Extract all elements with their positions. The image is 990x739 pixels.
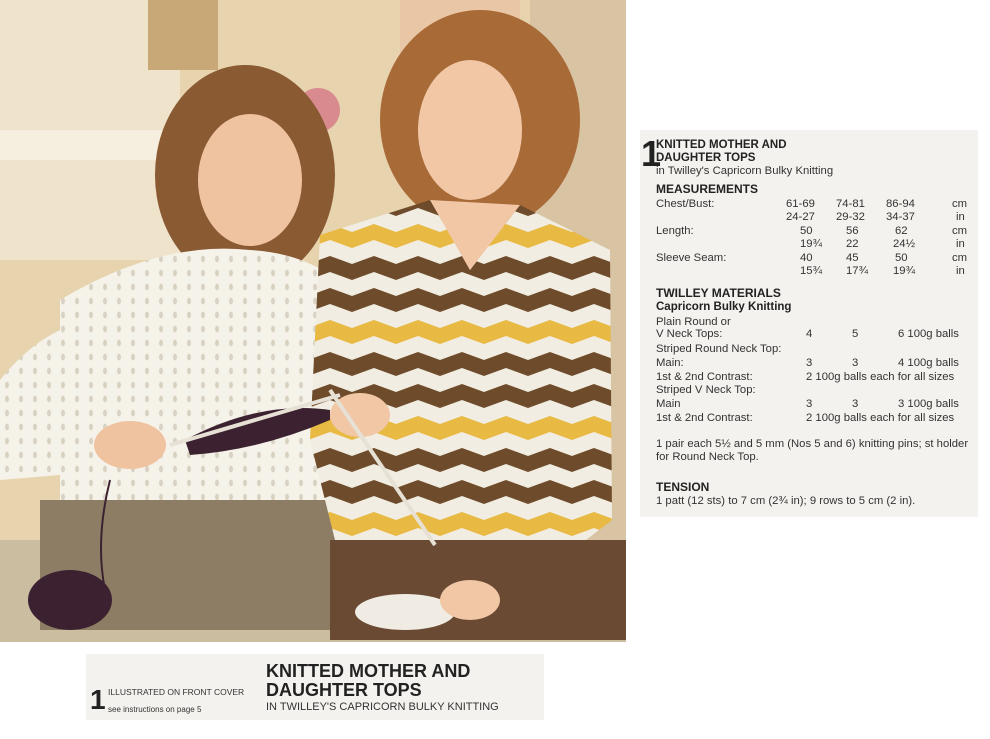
size-3-value: 6 100g balls <box>898 328 959 340</box>
tension-heading: TENSION <box>656 480 710 494</box>
size-1-value: 61-69 <box>786 198 815 210</box>
size-2-value: 5 <box>852 328 859 340</box>
materials-label: Striped Round Neck Top: <box>656 343 782 355</box>
pattern-title-line2: DAUGHTER TOPS <box>656 151 756 164</box>
size-2-value: 45 <box>846 252 859 264</box>
materials-label: Plain Round or <box>656 316 731 328</box>
materials-value: 2 100g balls each for all sizes <box>806 371 955 383</box>
materials-row <box>656 384 968 397</box>
size-1-value: 24-27 <box>786 211 815 223</box>
pattern-panel <box>640 130 978 517</box>
size-3-value: 62 <box>895 225 908 237</box>
materials-label: Main <box>656 398 681 410</box>
materials-heading: TWILLEY MATERIALS <box>656 286 781 300</box>
size-1-value: 3 <box>806 357 813 369</box>
materials-label: Main: <box>656 357 684 369</box>
unit: cm <box>952 225 968 237</box>
measurement-label: Chest/Bust: <box>656 198 715 210</box>
unit: in <box>956 211 965 223</box>
materials-row <box>656 398 968 411</box>
size-1-value: 4 <box>806 328 813 340</box>
measurement-row <box>656 265 968 278</box>
caption-heading-line1: KNITTED MOTHER AND <box>266 661 471 681</box>
tension-text: 1 patt (12 sts) to 7 cm (2¾ in); 9 rows to 5 cm (2 in). <box>656 495 916 507</box>
size-1-value: 50 <box>800 225 813 237</box>
materials-row <box>656 328 968 341</box>
size-2-value: 74-81 <box>836 198 865 210</box>
measurement-label: Sleeve Seam: <box>656 252 727 264</box>
size-2-value: 3 <box>852 357 859 369</box>
measurement-row <box>656 211 968 224</box>
measurements-heading: MEASUREMENTS <box>656 182 759 196</box>
size-3-value: 50 <box>895 252 908 264</box>
size-2-value: 17¾ <box>846 265 868 277</box>
materials-label: 1st & 2nd Contrast: <box>656 412 753 424</box>
pattern-number: 1 <box>641 133 662 174</box>
caption-subheading: IN TWILLEY'S CAPRICORN BULKY KNITTING <box>266 701 499 713</box>
size-1-value: 19¾ <box>800 238 822 250</box>
materials-value: 2 100g balls each for all sizes <box>806 412 955 424</box>
materials-label: 1st & 2nd Contrast: <box>656 371 753 383</box>
materials-label: V Neck Tops: <box>656 328 723 340</box>
measurement-row <box>656 225 968 238</box>
measurement-row <box>656 252 968 265</box>
size-3-value: 24½ <box>893 238 915 250</box>
materials-yarn: Capricorn Bulky Knitting <box>656 301 792 313</box>
measurement-row <box>656 238 968 251</box>
size-2-value: 29-32 <box>836 211 865 223</box>
size-3-value: 19¾ <box>893 265 915 277</box>
caption-heading-line2: DAUGHTER TOPS <box>266 679 422 700</box>
needles-text: 1 pair each 5½ and 5 mm (Nos 5 and 6) knitting pins; st holder for Round Neck Top. <box>656 438 969 464</box>
materials-label: Striped V Neck Top: <box>656 384 756 396</box>
measurement-row <box>656 198 968 211</box>
illustrated-note: ILLUSTRATED ON FRONT COVER <box>108 687 245 697</box>
size-1-value: 3 <box>806 398 813 410</box>
unit: in <box>956 238 965 250</box>
size-1-value: 15¾ <box>800 265 822 277</box>
materials-row <box>656 343 968 356</box>
pattern-title <box>656 139 787 164</box>
caption-number: 1 <box>90 684 106 715</box>
pattern-subtitle: in Twilley's Capricorn Bulky Knitting <box>656 165 834 177</box>
size-2-value: 3 <box>852 398 859 410</box>
materials-row <box>656 357 968 370</box>
materials-row <box>656 412 968 425</box>
pattern-title-line1: KNITTED MOTHER AND <box>656 139 787 151</box>
unit: in <box>956 265 965 277</box>
caption-heading <box>266 662 470 699</box>
materials-row <box>656 371 968 384</box>
size-2-value: 56 <box>846 225 859 237</box>
size-3-value: 4 100g balls <box>898 357 959 369</box>
size-1-value: 40 <box>800 252 813 264</box>
size-2-value: 22 <box>846 238 859 250</box>
size-3-value: 3 100g balls <box>898 398 959 410</box>
unit: cm <box>952 252 968 264</box>
measurement-label: Length: <box>656 225 694 237</box>
cover-caption <box>86 654 544 720</box>
unit: cm <box>952 198 968 210</box>
see-instructions-note: see instructions on page 5 <box>108 705 202 714</box>
size-3-value: 86-94 <box>886 198 915 210</box>
size-3-value: 34-37 <box>886 211 915 223</box>
